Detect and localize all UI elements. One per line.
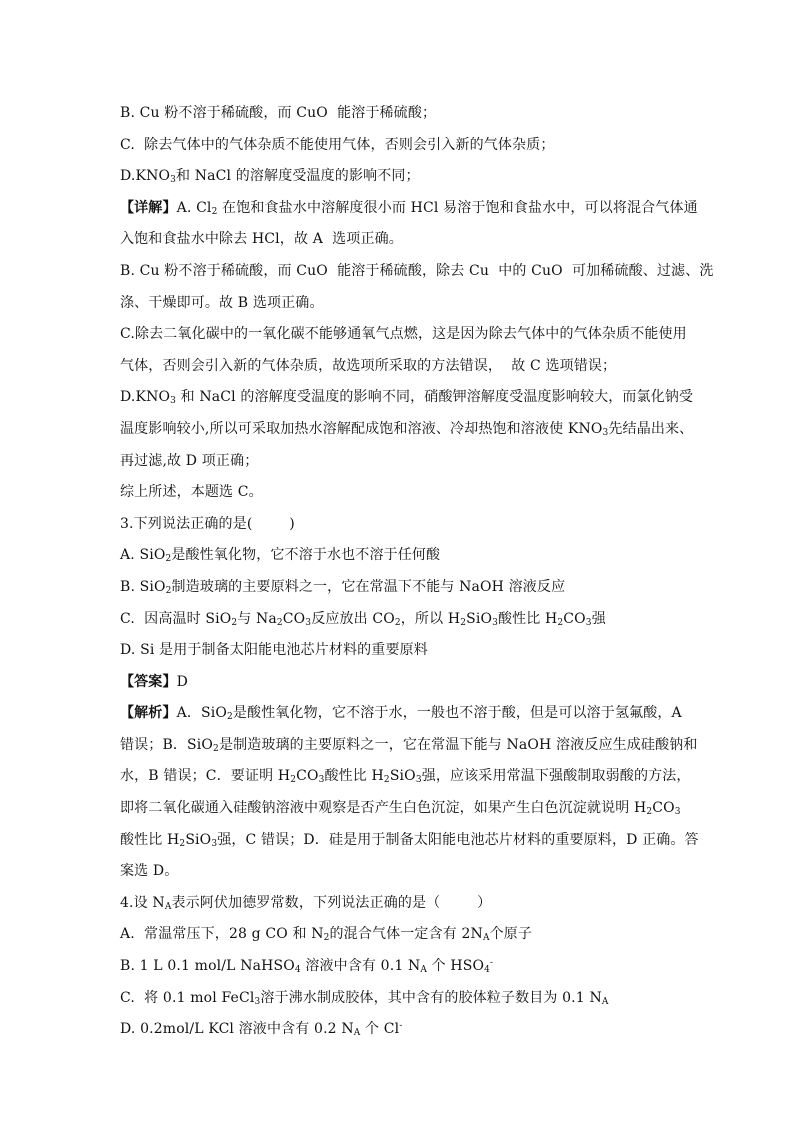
subscript: 2 [165,585,172,596]
subscript: A [164,901,172,912]
text-segment: 与 Na [237,610,277,627]
text-segment: 【答案】 [120,673,177,690]
text-segment: 【详解】 [120,199,177,216]
text-segment: 和 NaCl 的溶解度受温度的影响不同，硝酸钾溶解度受温度影响较大，而氯化钠受 [176,389,694,406]
text-line [120,667,680,699]
subscript: 4 [294,965,301,976]
subscript: 4 [484,965,491,976]
text-segment: 案选 D。 [120,863,179,880]
text-line [120,382,694,414]
text-segment: 溶液中含有 0.1 N [300,958,421,975]
subscript: 2 [165,554,172,565]
text-line [120,540,680,572]
text-segment: C. 除去气体中的气体杂质不能使用气体，否则会引入新的气体杂质； [120,136,555,153]
subscript: A [420,965,428,976]
text-segment: 的混合气体一定含有 2N [329,926,483,943]
subscript: 3 [674,807,681,818]
text-line [120,224,680,256]
subscript: 3 [492,617,498,628]
text-segment: B. Cu 粉不溶于稀硫酸，而 CuO 能溶于稀硫酸，除去 Cu 中的 CuO 可加稀硫酸、过滤、洗 [120,262,714,279]
text-line [120,761,691,793]
text-segment: 4.设 N [120,894,165,911]
text-segment: B. SiO [120,578,166,595]
text-line [120,951,680,983]
text-segment: 即将二氧化碳通入硅酸钠溶液中观察是否产生白色沉淀，如果产生白色沉淀就说明 H [120,800,647,817]
subscript: 2 [213,743,219,754]
subscript: 2 [394,617,401,628]
text-segment: 是酸性氧化物，它不溶于水也不溶于任何酸 [171,547,441,564]
text-segment: B. 1 L 0.1 mol/L NaHSO [120,958,295,975]
text-segment: 个原子 [489,926,533,943]
text-segment: 个 HSO [427,958,485,975]
text-line [120,572,680,604]
subscript: 2 [290,775,297,786]
text-segment: 制造玻璃的主要原料之一，它在常温下不能与 NaOH 溶液反应 [171,578,566,595]
text-segment: CO [282,610,306,627]
text-segment: 强，C 错误；D．硅是用于制备太阳能电池芯片材料的重要原料，D 正确。答 [217,831,699,848]
text-line [120,919,680,951]
subscript: A [482,933,490,944]
subscript: 2 [323,933,330,944]
text-line [120,983,680,1015]
subscript: 3 [415,775,422,786]
text-line [120,635,680,667]
text-line [120,1014,680,1046]
superscript: - [399,1021,403,1032]
text-segment: 酸性比 H [324,768,384,785]
text-line [120,288,680,320]
text-segment: 酸性比 H [497,610,558,627]
subscript: 2 [179,838,186,849]
text-segment: 入饱和食盐水中除去 HCl，故 A 选项正确。 [120,231,403,248]
text-segment: A. 常温常压下，28 g CO 和 N [120,926,324,943]
text-segment: D [176,673,188,690]
text-line [120,414,694,446]
text-segment: A．SiO [176,705,228,722]
text-segment: CO [296,768,319,785]
text-segment: 错误；B．SiO [120,736,214,753]
text-segment: 3.下列说法正确的是( ) [120,515,295,532]
text-segment: 【解析】 [120,705,177,722]
text-segment: 反应放出 CO [311,610,395,627]
subscript: 2 [646,807,653,818]
text-line [120,130,680,162]
text-line [120,319,687,351]
text-segment: 再过滤,故 D 项正确； [120,452,259,469]
text-segment: A. Cl [176,199,212,216]
text-line [120,888,680,920]
subscript: 3 [602,427,609,438]
text-segment: 个 Cl [360,1021,400,1038]
text-segment: C. 因高温时 SiO [120,610,232,627]
text-line [120,730,698,762]
text-segment: 水，B 错误；C．要证明 H [120,768,291,785]
text-segment: 综上所述，本题选 C。 [120,484,263,501]
subscript: 2 [227,712,233,723]
text-segment: 是制造玻璃的主要原料之一，它在常温下能与 NaOH 溶液反应生成硅酸钠和 [218,736,698,753]
text-segment: D. 0.2mol/L KCl 溶液中含有 0.2 N [120,1021,354,1038]
text-segment: SiO [466,610,493,627]
text-line [120,256,714,288]
subscript: 3 [254,996,261,1007]
text-segment: 酸性比 H [120,831,180,848]
text-line [120,793,680,825]
text-segment: CO [652,800,675,817]
subscript: 2 [383,775,390,786]
subscript: 3 [170,396,177,407]
text-segment: 在饱和食盐水中溶解度很小而 HCl 易溶于饱和食盐水中，可以将混合气体通 [217,199,698,216]
subscript: 3 [211,838,218,849]
text-segment: 是酸性氧化物，它不溶于水，一般也不溶于酸，但是可以溶于氢氟酸，A [232,705,682,722]
text-line [120,604,680,636]
text-segment: ，所以 H [400,610,461,627]
subscript: A [353,1028,361,1039]
subscript: 3 [170,175,177,186]
text-segment: 温度影响较小,所以可采取加热水溶解配成饱和溶液、冷却热饱和溶液使 KNO [120,420,603,437]
subscript: 2 [211,206,218,217]
text-segment: 涤、干燥即可。故 B 选项正确。 [120,294,324,311]
subscript: 2 [557,617,564,628]
text-segment: 溶于沸水制成胶体，其中含有的胶体粒子数目为 0.1 N [260,989,602,1006]
text-segment: B. Cu 粉不溶于稀硫酸，而 CuO 能溶于稀硫酸； [120,105,437,121]
text-line [120,509,680,541]
text-line [120,161,680,193]
text-segment: SiO [185,831,212,848]
text-line [120,825,699,857]
text-segment: 先结晶出来、 [608,420,694,437]
text-segment: 强 [591,610,606,627]
text-segment: 表示阿伏加德罗常数，下列说法正确的是（ ） [171,894,492,911]
subscript: A [601,996,609,1007]
text-segment: D.KNO [120,389,171,406]
subscript: 3 [318,775,325,786]
text-line [120,351,680,383]
subscript: 3 [585,617,592,628]
subscript: 3 [305,617,312,628]
text-segment: D.KNO [120,168,171,185]
text-segment: SiO [389,768,416,785]
text-segment: 强，应该采用常温下强酸制取弱酸的方法， [421,768,691,785]
subscript: 2 [231,617,238,628]
text-segment: 气体，否则会引入新的气体杂质，故选项所采取的方法错误， 故 C 选项错误； [120,357,617,374]
superscript: - [490,958,494,969]
text-line [120,446,680,478]
text-segment: 和 NaCl 的溶解度受温度的影响不同； [176,168,420,185]
text-segment: CO [563,610,586,627]
subscript: 2 [460,617,467,628]
text-segment: A. SiO [120,547,166,564]
text-line [120,193,698,225]
document-body [120,98,714,1046]
text-line [120,477,680,509]
text-line [120,698,680,730]
text-line [120,98,680,130]
text-line [120,856,680,888]
text-segment: C. 将 0.1 mol FeCl [120,989,255,1006]
subscript: 2 [276,617,283,628]
text-segment: D. Si 是用于制备太阳能电池芯片材料的重要原料 [120,642,428,659]
text-segment: C.除去二氧化碳中的一氧化碳不能够通氧气点燃，这是因为除去气体中的气体杂质不能使用 [120,326,687,343]
